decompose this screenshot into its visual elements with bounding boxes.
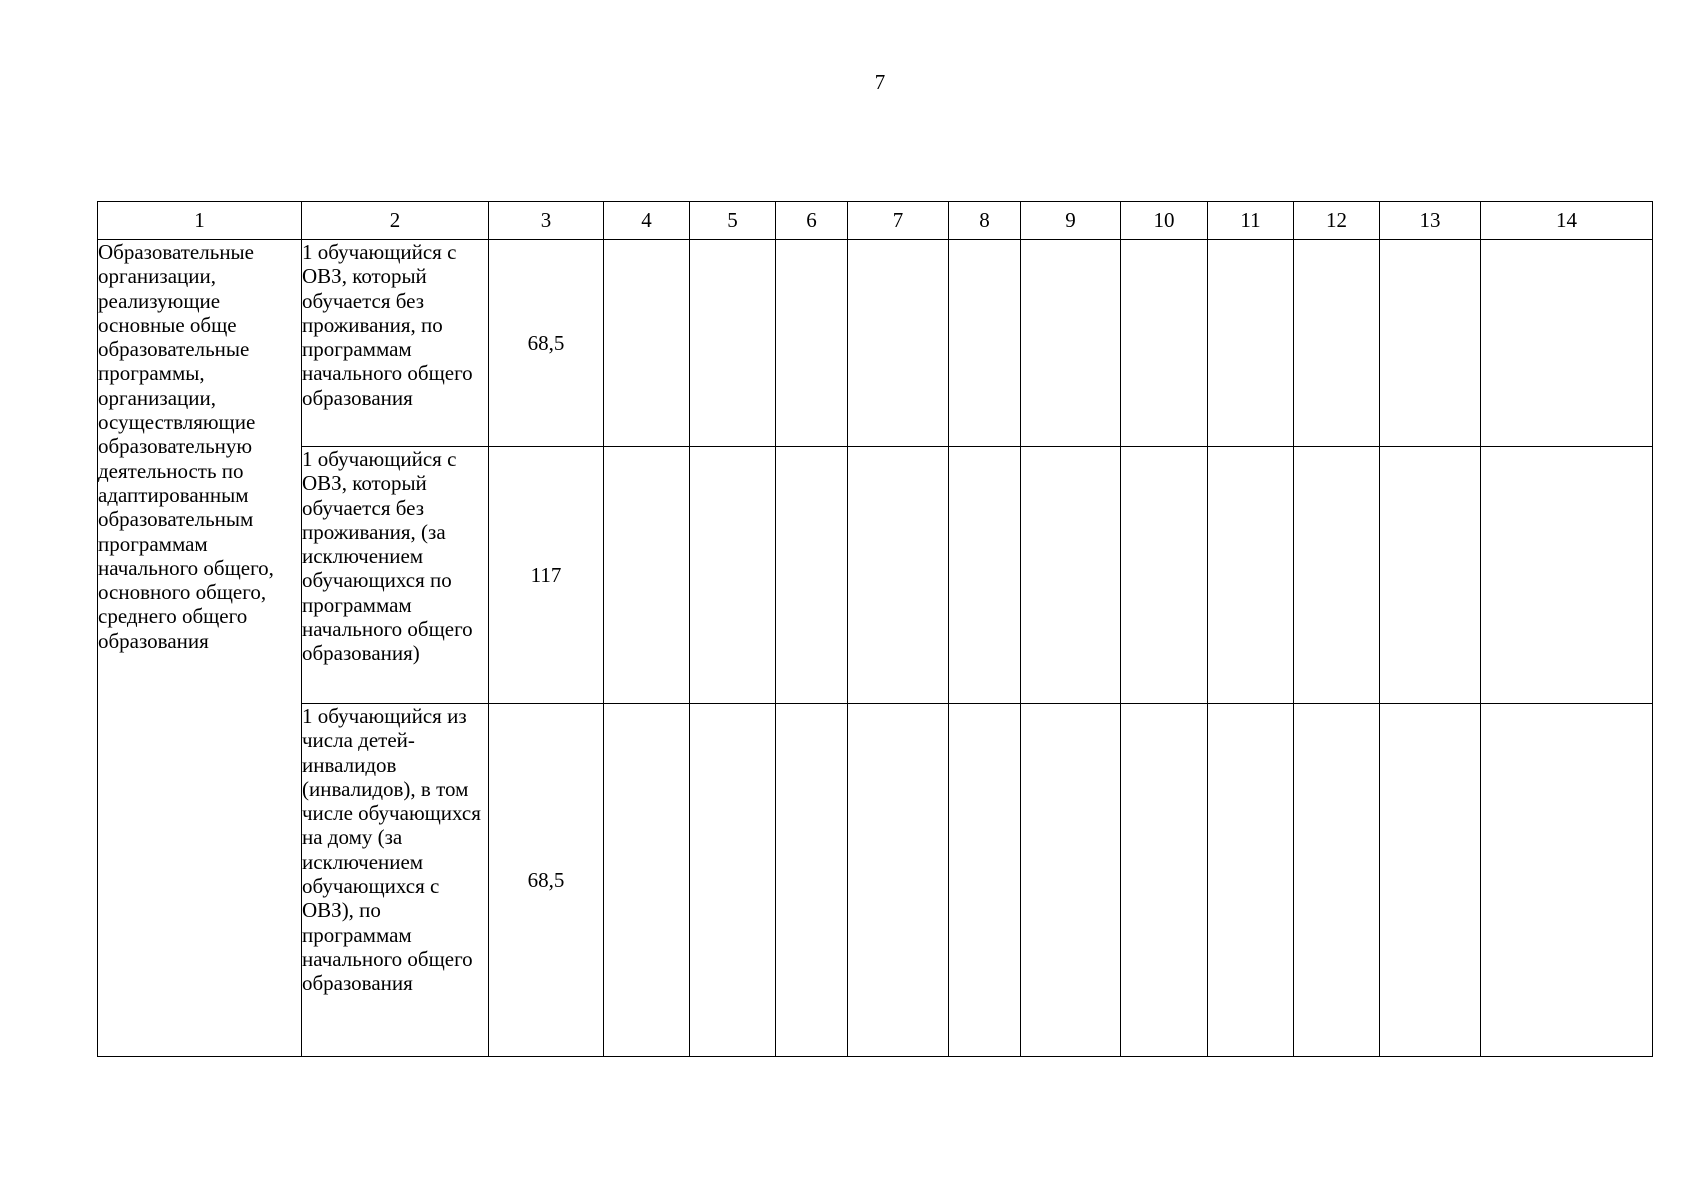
column-header: 7	[848, 202, 949, 240]
row-value: 68,5	[489, 704, 604, 1057]
empty-cell	[1481, 240, 1653, 447]
column-header: 10	[1121, 202, 1208, 240]
empty-cell	[1380, 240, 1481, 447]
row-description: 1 обучающийся с ОВЗ, который обучается без проживания, по программам начального общего образования	[302, 240, 489, 447]
empty-cell	[1481, 447, 1653, 704]
empty-cell	[776, 447, 848, 704]
empty-cell	[690, 704, 776, 1057]
empty-cell	[1380, 447, 1481, 704]
column-header: 14	[1481, 202, 1653, 240]
empty-cell	[1121, 240, 1208, 447]
empty-cell	[1021, 447, 1121, 704]
empty-cell	[848, 447, 949, 704]
empty-cell	[1294, 704, 1380, 1057]
empty-cell	[690, 447, 776, 704]
table-row	[98, 447, 1653, 704]
column-header: 3	[489, 202, 604, 240]
row-value: 68,5	[489, 240, 604, 447]
column-header: 2	[302, 202, 489, 240]
row-value: 117	[489, 447, 604, 704]
empty-cell	[1208, 240, 1294, 447]
empty-cell	[604, 447, 690, 704]
empty-cell	[949, 240, 1021, 447]
empty-cell	[1294, 240, 1380, 447]
row-description: 1 обучающийся из числа детей-инвалидов (инвалидов), в том числе обучающихся на дому (за исключением обучающихся с ОВЗ), по программам начального общего образования	[302, 704, 489, 1057]
empty-cell	[1208, 704, 1294, 1057]
empty-cell	[690, 240, 776, 447]
empty-cell	[848, 704, 949, 1057]
empty-cell	[1121, 447, 1208, 704]
empty-cell	[1021, 704, 1121, 1057]
empty-cell	[1208, 447, 1294, 704]
normative-cost-table	[97, 201, 1653, 1057]
empty-cell	[949, 447, 1021, 704]
page-number: 7	[874, 70, 886, 94]
empty-cell	[776, 240, 848, 447]
column-header: 4	[604, 202, 690, 240]
empty-cell	[604, 704, 690, 1057]
column-header: 8	[949, 202, 1021, 240]
row-description: 1 обучающийся с ОВЗ, который обучается без проживания, (за исключением обучающихся по программам начального общего образования)	[302, 447, 489, 704]
column-header: 12	[1294, 202, 1380, 240]
column-header: 13	[1380, 202, 1481, 240]
empty-cell	[1481, 704, 1653, 1057]
column-header: 6	[776, 202, 848, 240]
empty-cell	[1380, 704, 1481, 1057]
table-row	[98, 240, 1653, 447]
column-header: 11	[1208, 202, 1294, 240]
empty-cell	[776, 704, 848, 1057]
empty-cell	[604, 240, 690, 447]
column-header: 1	[98, 202, 302, 240]
column-number-row	[98, 202, 1653, 240]
table-row	[98, 704, 1653, 1057]
column-header: 5	[690, 202, 776, 240]
empty-cell	[1121, 704, 1208, 1057]
empty-cell	[1294, 447, 1380, 704]
empty-cell	[848, 240, 949, 447]
empty-cell	[1021, 240, 1121, 447]
empty-cell	[949, 704, 1021, 1057]
organization-type-cell: Образовательные организации, реализующие основные обще образовательные программы, организации, осуществляющие образовательную деятельность по адаптированным образовательным программам начального общего, основного общего, среднего общего образования	[98, 240, 302, 1057]
column-header: 9	[1021, 202, 1121, 240]
